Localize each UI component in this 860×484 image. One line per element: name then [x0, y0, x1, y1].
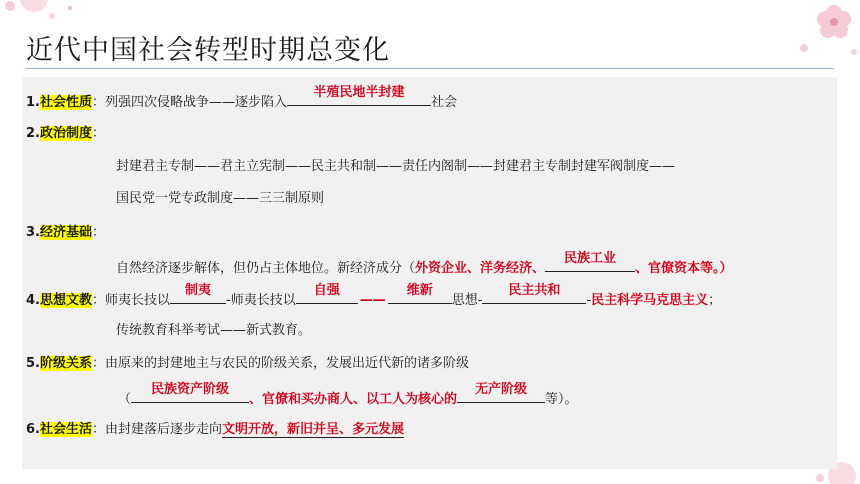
- item-text: 师夷长技以: [105, 293, 171, 308]
- item-text: （: [118, 392, 132, 407]
- item-number: 2.: [26, 126, 40, 141]
- answer-text: 、官僚资本等。）: [635, 261, 733, 276]
- item-text: 思想-: [451, 293, 483, 308]
- answer-text: 半殖民地半封建: [313, 85, 405, 100]
- item-text: ；: [708, 293, 722, 308]
- item-economic-base: [26, 224, 105, 242]
- item-thought-culture: [26, 283, 722, 310]
- answer-blank: [482, 283, 586, 304]
- answer-text: 民族资产阶级: [151, 382, 230, 397]
- item-text: 由封建落后逐步走向: [105, 422, 223, 437]
- colon: ：: [92, 95, 106, 110]
- item-text: 社会: [431, 95, 458, 110]
- item-text: 列强四次侵略战争——逐步陷入: [105, 95, 288, 110]
- item-text: [118, 382, 578, 409]
- item-label: 经济基础: [39, 225, 92, 240]
- item-social-life: [26, 421, 404, 439]
- item-number: 5.: [26, 356, 40, 371]
- answer-text: 文明开放，新旧并呈、多元发展: [222, 422, 405, 437]
- item-text: -: [586, 293, 592, 308]
- item-text: 国民党一党专政制度——三三制原则: [116, 191, 325, 206]
- item-text: 由原来的封建地主与农民的阶级关系，发展出近代新的诸多阶级: [105, 356, 470, 371]
- item-number: 1.: [26, 95, 40, 110]
- answer-text: 无产阶级: [475, 382, 528, 397]
- item-text: 封建君主专制——君主立宪制——民主共和制——责任内阁制——封建君主专制封建军阀制度——: [116, 159, 676, 174]
- title-divider: [26, 68, 834, 69]
- colon: ：: [92, 225, 106, 240]
- answer-blank: [287, 85, 431, 106]
- item-text: 自然经济逐步解体，但仍占主体地位。新经济成分（: [116, 261, 416, 276]
- item-text: 传统教育科举考试——新式教育。: [116, 323, 312, 338]
- item-number: 4.: [26, 293, 40, 308]
- item-label: 社会性质: [39, 95, 92, 110]
- answer-text: 外资企业、洋务经济、: [415, 261, 546, 276]
- item-label: 思想文教: [39, 293, 92, 308]
- answer-text: 制夷: [185, 283, 212, 298]
- answer-text: 民主科学马克思主义: [591, 293, 709, 308]
- item-political-system: [26, 125, 105, 143]
- item-text: [116, 251, 733, 278]
- answer-text: ——: [359, 293, 386, 308]
- item-number: 3.: [26, 225, 40, 240]
- colon: ：: [92, 356, 106, 371]
- item-text: -师夷长技以: [226, 293, 296, 308]
- answer-blank: [545, 251, 635, 272]
- plum-blossom-icon: [790, 0, 860, 60]
- item-class-relations: [26, 355, 469, 373]
- colon: ：: [92, 293, 106, 308]
- answer-blank: [296, 283, 358, 304]
- colon: ：: [92, 422, 106, 437]
- item-text: 等）。: [545, 392, 578, 407]
- item-label: 社会生活: [39, 422, 92, 437]
- answer-text: 、官僚和买办商人、以工人为核心的: [249, 392, 458, 407]
- page-title: 近代中国社会转型时期总变化: [26, 35, 390, 66]
- answer-blank: [388, 283, 452, 304]
- item-number: 6.: [26, 422, 40, 437]
- answer-text: 维新: [406, 283, 433, 298]
- item-social-nature: [26, 85, 458, 112]
- answer-text: 民族工业: [564, 251, 617, 266]
- answer-blank: [131, 382, 249, 403]
- item-label: 阶级关系: [39, 356, 92, 371]
- colon: ：: [92, 126, 106, 141]
- answer-text: 民主共和: [508, 283, 561, 298]
- answer-text: 自强: [313, 283, 340, 298]
- item-label: 政治制度: [39, 126, 92, 141]
- answer-blank: [457, 382, 545, 403]
- answer-blank: [170, 283, 226, 304]
